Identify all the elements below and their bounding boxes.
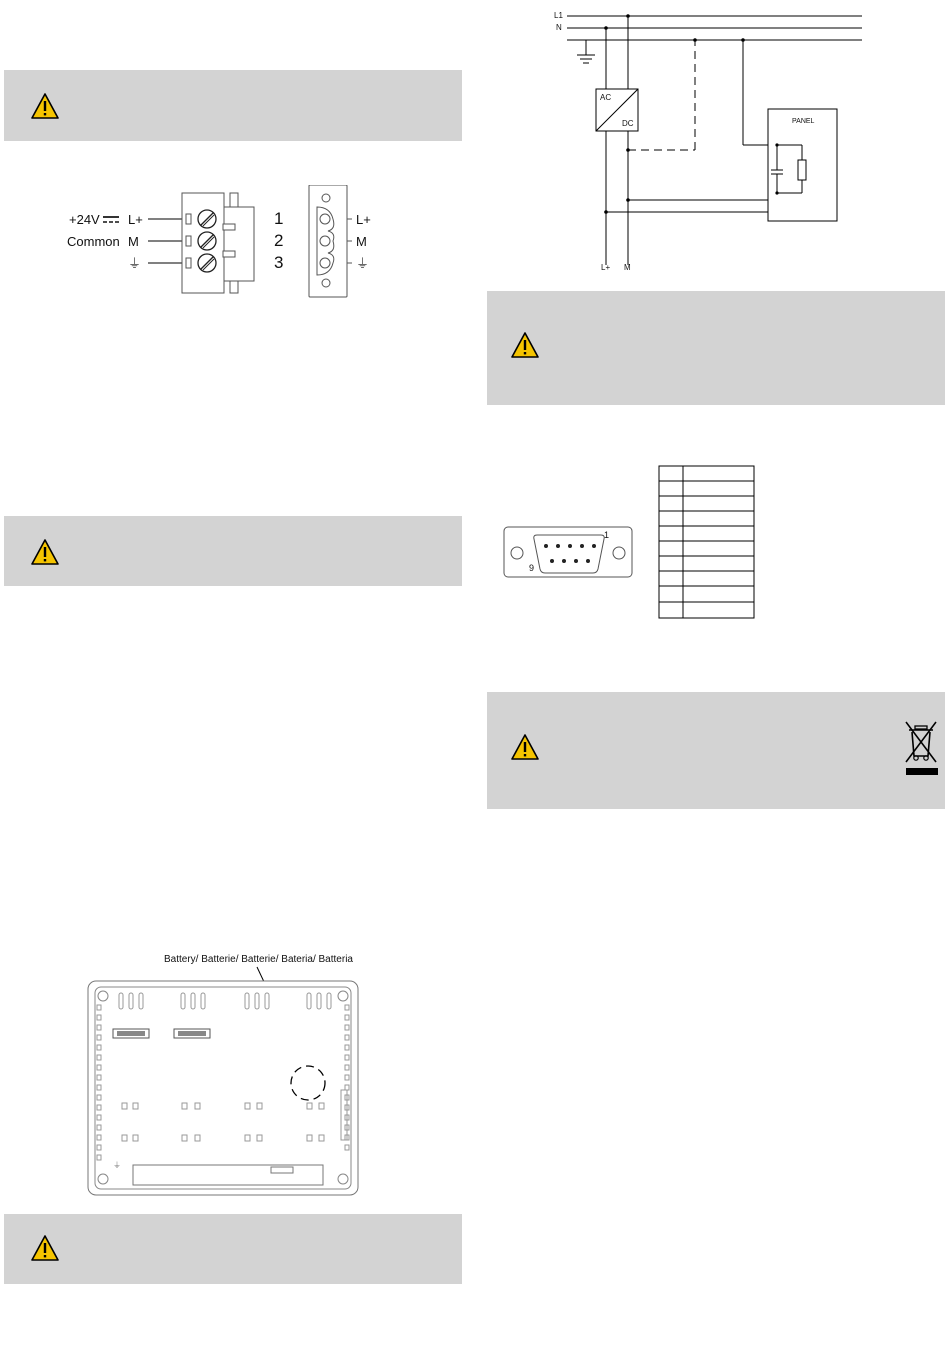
terminal-right-label-3: ⏚ [356, 256, 370, 271]
dsub-pin-1-label: 1 [604, 530, 610, 540]
terminal-drawing [60, 185, 390, 300]
warning-triangle-icon [510, 331, 540, 359]
warning-box-1 [4, 70, 462, 141]
warning-triangle-icon [30, 538, 60, 566]
terminal-voltage-label-1: +24V [69, 212, 100, 227]
terminal-number-1: 1 [274, 209, 284, 228]
dsub-pin-9-label: 9 [529, 563, 535, 573]
psu-dc-label: DC [622, 119, 634, 128]
terminal-right-label-2: M [356, 234, 367, 249]
psu-ac-label: AC [600, 93, 612, 102]
warning-box-5 [487, 692, 945, 809]
warning-box-2 [4, 516, 462, 586]
warning-box-3 [4, 1214, 462, 1284]
warning-triangle-icon [30, 92, 60, 120]
terminal-symbol-label-1: L+ [128, 212, 143, 227]
terminal-block-diagram [60, 185, 390, 300]
terminal-right-label-1: L+ [356, 212, 371, 227]
warning-triangle-icon [30, 1234, 60, 1262]
dsub-drawing [503, 525, 635, 581]
bottom-label-lplus: L+ [601, 263, 611, 272]
dsub-connector [503, 525, 635, 581]
terminal-number-2: 2 [274, 231, 284, 250]
terminal-symbol-label-3: ⏚ [128, 256, 142, 271]
battery-label: Battery/ Batterie/ Batterie/ Bateria/ Batteria [164, 954, 353, 965]
line-label-l1: L1 [554, 11, 563, 20]
terminal-number-3: 3 [274, 253, 284, 272]
wiring-drawing [540, 5, 870, 275]
warning-triangle-icon [510, 733, 540, 761]
panel-label: PANEL [792, 118, 815, 125]
warning-box-4 [487, 291, 945, 405]
terminal-symbol-label-2: M [128, 234, 139, 249]
panel-rear-view-diagram [85, 965, 365, 1200]
crossed-out-bin-icon [904, 720, 940, 778]
svg-text:⏚: ⏚ [113, 1161, 121, 1170]
terminal-voltage-label-2: Common [67, 234, 120, 249]
line-label-n: N [556, 23, 562, 32]
wiring-diagram [540, 5, 870, 275]
bottom-label-m: M [624, 263, 631, 272]
pinout-table [658, 465, 756, 620]
